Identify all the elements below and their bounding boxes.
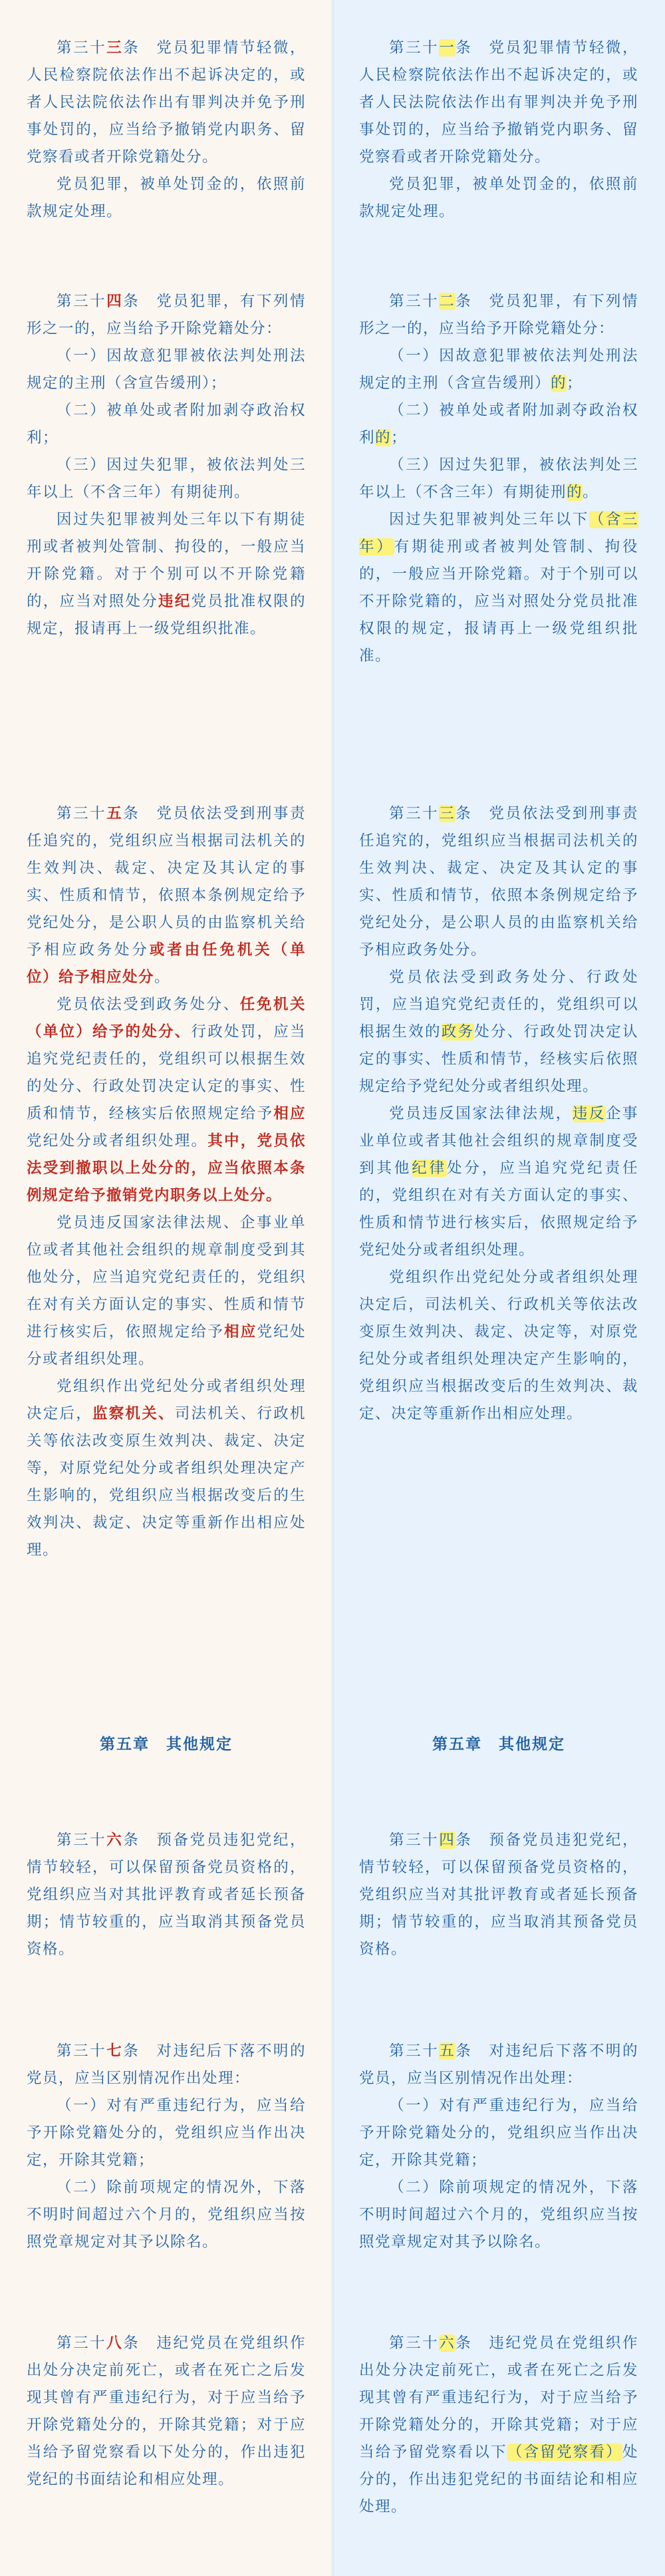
article-paragraph: 第三十八条 违纪党员在党组织作出处分决定前死亡，或者在死亡之后发现其曾有严重违纪行为，对于应当给予开除党籍处分的，开除其党籍；对于应当给予留党察看以下处分的，作出违犯党纪的书面结论和相应处理。 [27,2334,306,2488]
article-paragraph: （一）对有严重违纪行为，应当给予开除党籍处分的，党组织应当作出决定，开除其党籍； [27,2097,306,2169]
article-paragraph: 第三十二条 党员犯罪，有下列情形之一的，应当给予开除党籍处分： [359,293,638,337]
right-article-35 [332,2038,665,2256]
article-paragraph: 第三十三条 党员依法受到刑事责任追究的，党组织应当根据司法机关的生效判决、裁定、决定及其认定的事实、性质和情节，依照本条例规定给予党纪处分，是公职人员的由监察机关给予相应政务处分。 [359,805,638,959]
article-paragraph: 党员违反国家法律法规、企事业单位或者其他社会组织的规章制度受到其他处分，应当追究党纪责任的，党组织在对有关方面认定的事实、性质和情节进行核实后，依照规定给予相应党纪处分或者组织处理。 [27,1214,306,1368]
article-paragraph: 因过失犯罪被判处三年以下有期徒刑或者被判处管制、拘役的，一般应当开除党籍。对于个别可以不开除党籍的，应当对照处分违纪党员批准权限的规定，报请再上一级党组织批准。 [27,511,306,637]
chapter-title: 第五章 其他规定 [100,1736,233,1753]
article-paragraph: 党员犯罪，被单处罚金的，依照前款规定处理。 [27,176,306,220]
left-article-37 [0,2038,332,2256]
article-paragraph: 因过失犯罪被判处三年以下（含三年）有期徒刑或者被判处管制、拘役的，一般应当开除党籍。对于个别可以不开除党籍的，应当对照处分党员批准权限的规定，报请再上一级党组织批准。 [359,511,638,665]
article-paragraph: （三）因过失犯罪，被依法判处三年以上（不含三年）有期徒刑的。 [359,456,638,501]
article-paragraph: （二）除前项规定的情况外，下落不明时间超过六个月的，党组织应当按照党章规定对其予以除名。 [359,2179,638,2251]
article-paragraph: 党组织作出党纪处分或者组织处理决定后，监察机关、司法机关、行政机关等依法改变原生效判决、裁定、决定等，对原党纪处分或者组织处理决定产生影响的，党组织应当根据改变后的生效判决、裁定、决定等重新作出相应处理。 [27,1378,306,1559]
article-paragraph: 党组织作出党纪处分或者组织处理决定后，司法机关、行政机关等依法改变原生效判决、裁定、决定等，对原党纪处分或者组织处理决定产生影响的，党组织应当根据改变后的生效判决、裁定、决定等重新作出相应处理。 [359,1269,638,1422]
article-paragraph: （二）被单处或者附加剥夺政治权利； [27,402,306,446]
article-paragraph: 第三十一条 党员犯罪情节轻微，人民检察院依法作出不起诉决定的，或者人民法院依法作出有罪判决并免予刑事处罚的，应当给予撤销党内职务、留党察看或者开除党籍处分。 [359,39,638,166]
left-article-34 [0,288,332,643]
right-article-31 [332,35,665,226]
article-paragraph: 党员依法受到政务处分、行政处罚，应当追究党纪责任的，党组织可以根据生效的政务处分、行政处罚决定认定的事实、性质和情节，经核实后依照规定给予党纪处分或者组织处理。 [359,969,638,1095]
article-paragraph: 第三十四条 预备党员违犯党纪，情节较轻，可以保留预备党员资格的，党组织应当对其批评教育或者延长预备期；情节较重的，应当取消其预备党员资格。 [359,1832,638,1958]
article-paragraph: 党员违反国家法律法规，违反企事业单位或者其他社会组织的规章制度受到其他纪律处分，应当追究党纪责任的，党组织在对有关方面认定的事实、性质和情节进行核实后，依照规定给予党纪处分或者组织处理。 [359,1105,638,1259]
article-paragraph: 党员依法受到政务处分、任免机关（单位）给予的处分、行政处罚，应当追究党纪责任的，党组织可以根据生效的处分、行政处罚决定认定的事实、性质和情节，经核实后依照规定给予相应党纪处分或者组织处理。其中，党员依法受到撤职以上处分的，应当依照本条例规定给予撤销党内职务以上处分。 [27,996,306,1204]
article-paragraph: （三）因过失犯罪，被依法判处三年以上（不含三年）有期徒刑。 [27,456,306,501]
right-article-33 [332,800,665,1428]
article-paragraph: 第三十三条 党员犯罪情节轻微，人民检察院依法作出不起诉决定的，或者人民法院依法作出有罪判决并免予刑事处罚的，应当给予撤销党内职务、留党察看或者开除党籍处分。 [27,39,306,166]
right-chapter-heading [332,1731,665,1758]
article-paragraph: （一）对有严重违纪行为，应当给予开除党籍处分的，党组织应当作出决定，开除其党籍； [359,2097,638,2169]
left-article-33 [0,35,332,226]
article-paragraph: 第三十五条 对违纪后下落不明的党员，应当区别情况作出处理： [359,2042,638,2087]
left-chapter-heading [0,1731,332,1758]
article-paragraph: 第三十五条 党员依法受到刑事责任追究的，党组织应当根据司法机关的生效判决、裁定、决定及其认定的事实、性质和情节，依照本条例规定给予党纪处分，是公职人员的由监察机关给予相应政务处分或者由任免机关（单位）给予相应处分。 [27,805,306,986]
article-paragraph: （一）因故意犯罪被依法判处刑法规定的主刑（含宣告缓刑）的； [359,347,638,392]
article-paragraph: 第三十六条 违纪党员在党组织作出处分决定前死亡，或者在死亡之后发现其曾有严重违纪行为，对于应当给予开除党籍处分的，开除其党籍；对于应当给予留党察看以下（含留党察看）处分的，作出违犯党纪的书面结论和相应处理。 [359,2334,638,2515]
left-article-35 [0,800,332,1564]
article-paragraph: （一）因故意犯罪被依法判处刑法规定的主刑（含宣告缓刑）； [27,347,306,392]
right-column [332,0,665,2576]
article-paragraph: 党员犯罪，被单处罚金的，依照前款规定处理。 [359,176,638,220]
article-paragraph: 第三十七条 对违纪后下落不明的党员，应当区别情况作出处理： [27,2042,306,2087]
article-paragraph: （二）被单处或者附加剥夺政治权利的； [359,402,638,446]
left-article-38 [0,2330,332,2494]
left-article-36 [0,1827,332,1963]
article-paragraph: 第三十六条 预备党员违犯党纪，情节较轻，可以保留预备党员资格的，党组织应当对其批评教育或者延长预备期；情节较重的，应当取消其预备党员资格。 [27,1832,306,1958]
chapter-title: 第五章 其他规定 [432,1736,565,1753]
article-paragraph: （二）除前项规定的情况外，下落不明时间超过六个月的，党组织应当按照党章规定对其予以除名。 [27,2179,306,2251]
article-paragraph: 第三十四条 党员犯罪，有下列情形之一的，应当给予开除党籍处分： [27,293,306,337]
right-article-34 [332,1827,665,1963]
right-article-32 [332,288,665,670]
left-column [0,0,332,2576]
right-article-36 [332,2330,665,2521]
